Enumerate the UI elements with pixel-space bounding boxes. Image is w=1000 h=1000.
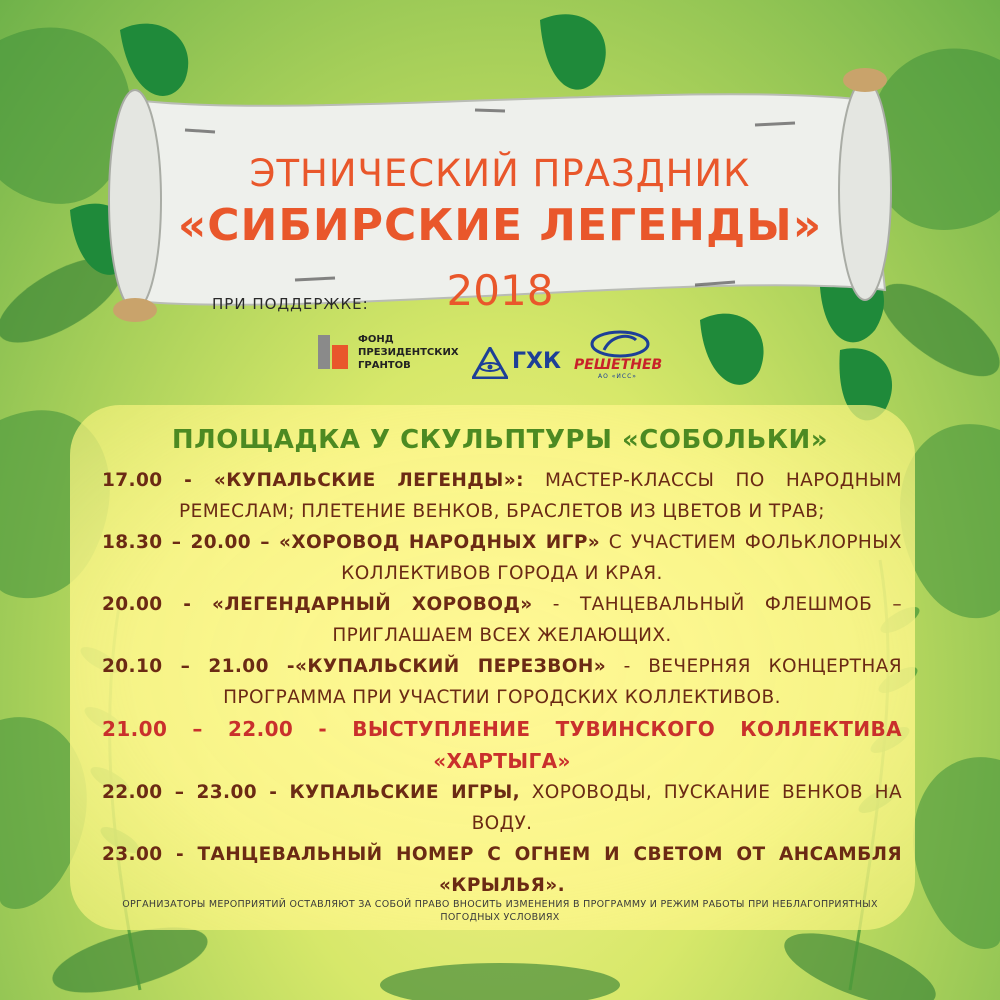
festival-title: «СИБИРСКИЕ ЛЕГЕНДЫ»: [177, 200, 823, 251]
event-item: [102, 527, 902, 589]
event-time-title: 23.00 - ТАНЦЕВАЛЬНЫЙ НОМЕР С ОГНЕМ И СВЕТОМ ОТ АНСАМБЛЯ «КРЫЛЬЯ».: [102, 844, 902, 896]
event-item: [102, 589, 902, 651]
event-time-title: 20.00 - «ЛЕГЕНДАРНЫЙ ХОРОВОД»: [102, 594, 533, 615]
festival-year: 2018: [446, 266, 554, 315]
event-time-title: 21.00 – 22.00 - ВЫСТУПЛЕНИЕ ТУВИНСКОГО КОЛЛЕКТИВА «ХАРТЫГА»: [102, 717, 902, 773]
fond-line1: ФОНД: [358, 334, 394, 345]
reshetnev-subtitle: АО «ИСС»: [598, 373, 637, 380]
ghk-wordmark: ГХК: [512, 349, 561, 374]
event-item: [102, 839, 902, 901]
event-time-title: 17.00 - «КУПАЛЬСКИЕ ЛЕГЕНДЫ»:: [102, 470, 524, 491]
orbit-emblem-icon: [590, 330, 650, 358]
event-item: [102, 777, 902, 839]
fond-line2: ПРЕЗИДЕНТСКИХ: [358, 347, 459, 358]
reshetnev-wordmark: РЕШЕТНЕВ: [574, 357, 663, 373]
event-description: С УЧАСТИЕМ ФОЛЬКЛОРНЫХ КОЛЛЕКТИВОВ ГОРОДА И КРАЯ.: [341, 532, 903, 584]
ghk-logo: [472, 345, 572, 381]
support-label: ПРИ ПОДДЕРЖКЕ:: [212, 295, 369, 313]
disclaimer-note: ОРГАНИЗАТОРЫ МЕРОПРИЯТИЙ ОСТАВЛЯЮТ ЗА СОБОЙ ПРАВО ВНОСИТЬ ИЗМЕНЕНИЯ В ПРОГРАММУ И РЕЖИМ РАБОТЫ ПРИ НЕБЛАГОПРИЯТНЫХ ПОГОДНЫХ УСЛОВИЯХ: [122, 899, 878, 923]
event-list: [102, 465, 902, 901]
event-description: ХОРОВОДЫ, ПУСКАНИЕ ВЕНКОВ НА ВОДУ.: [471, 782, 903, 834]
presidential-grants-logo: [318, 333, 468, 378]
grants-emblem-icon: [318, 335, 348, 369]
reshetnev-logo: [574, 330, 664, 380]
event-time-title: 18.30 – 20.00 – «ХОРОВОД НАРОДНЫХ ИГР»: [102, 532, 601, 553]
event-time-title: 22.00 – 23.00 - КУПАЛЬСКИЕ ИГРЫ,: [102, 782, 521, 803]
atom-triangle-icon: [472, 347, 508, 379]
title-scroll: [95, 40, 905, 370]
event-item: [102, 465, 902, 527]
festival-type-heading: ЭТНИЧЕСКИЙ ПРАЗДНИК: [249, 152, 751, 195]
event-description: - ТАНЦЕВАЛЬНЫЙ ФЛЕШМОБ – ПРИГЛАШАЕМ ВСЕХ ЖЕЛАЮЩИХ.: [332, 594, 902, 646]
event-description: - ВЕЧЕРНЯЯ КОНЦЕРТНАЯ ПРОГРАММА ПРИ УЧАСТИИ ГОРОДСКИХ КОЛЛЕКТИВОВ.: [223, 656, 902, 708]
event-description: МАСТЕР-КЛАССЫ ПО НАРОДНЫМ РЕМЕСЛАМ; ПЛЕТЕНИЕ ВЕНКОВ, БРАСЛЕТОВ ИЗ ЦВЕТОВ И ТРАВ;: [179, 470, 902, 522]
venue-heading: ПЛОЩАДКА У СКУЛЬПТУРЫ «СОБОЛЬКИ»: [171, 425, 829, 455]
event-item-highlight: [102, 713, 902, 777]
event-time-title: 20.10 – 21.00 -«КУПАЛЬСКИЙ ПЕРЕЗВОН»: [102, 656, 607, 677]
event-item: [102, 651, 902, 713]
fond-line3: ГРАНТОВ: [358, 360, 411, 371]
